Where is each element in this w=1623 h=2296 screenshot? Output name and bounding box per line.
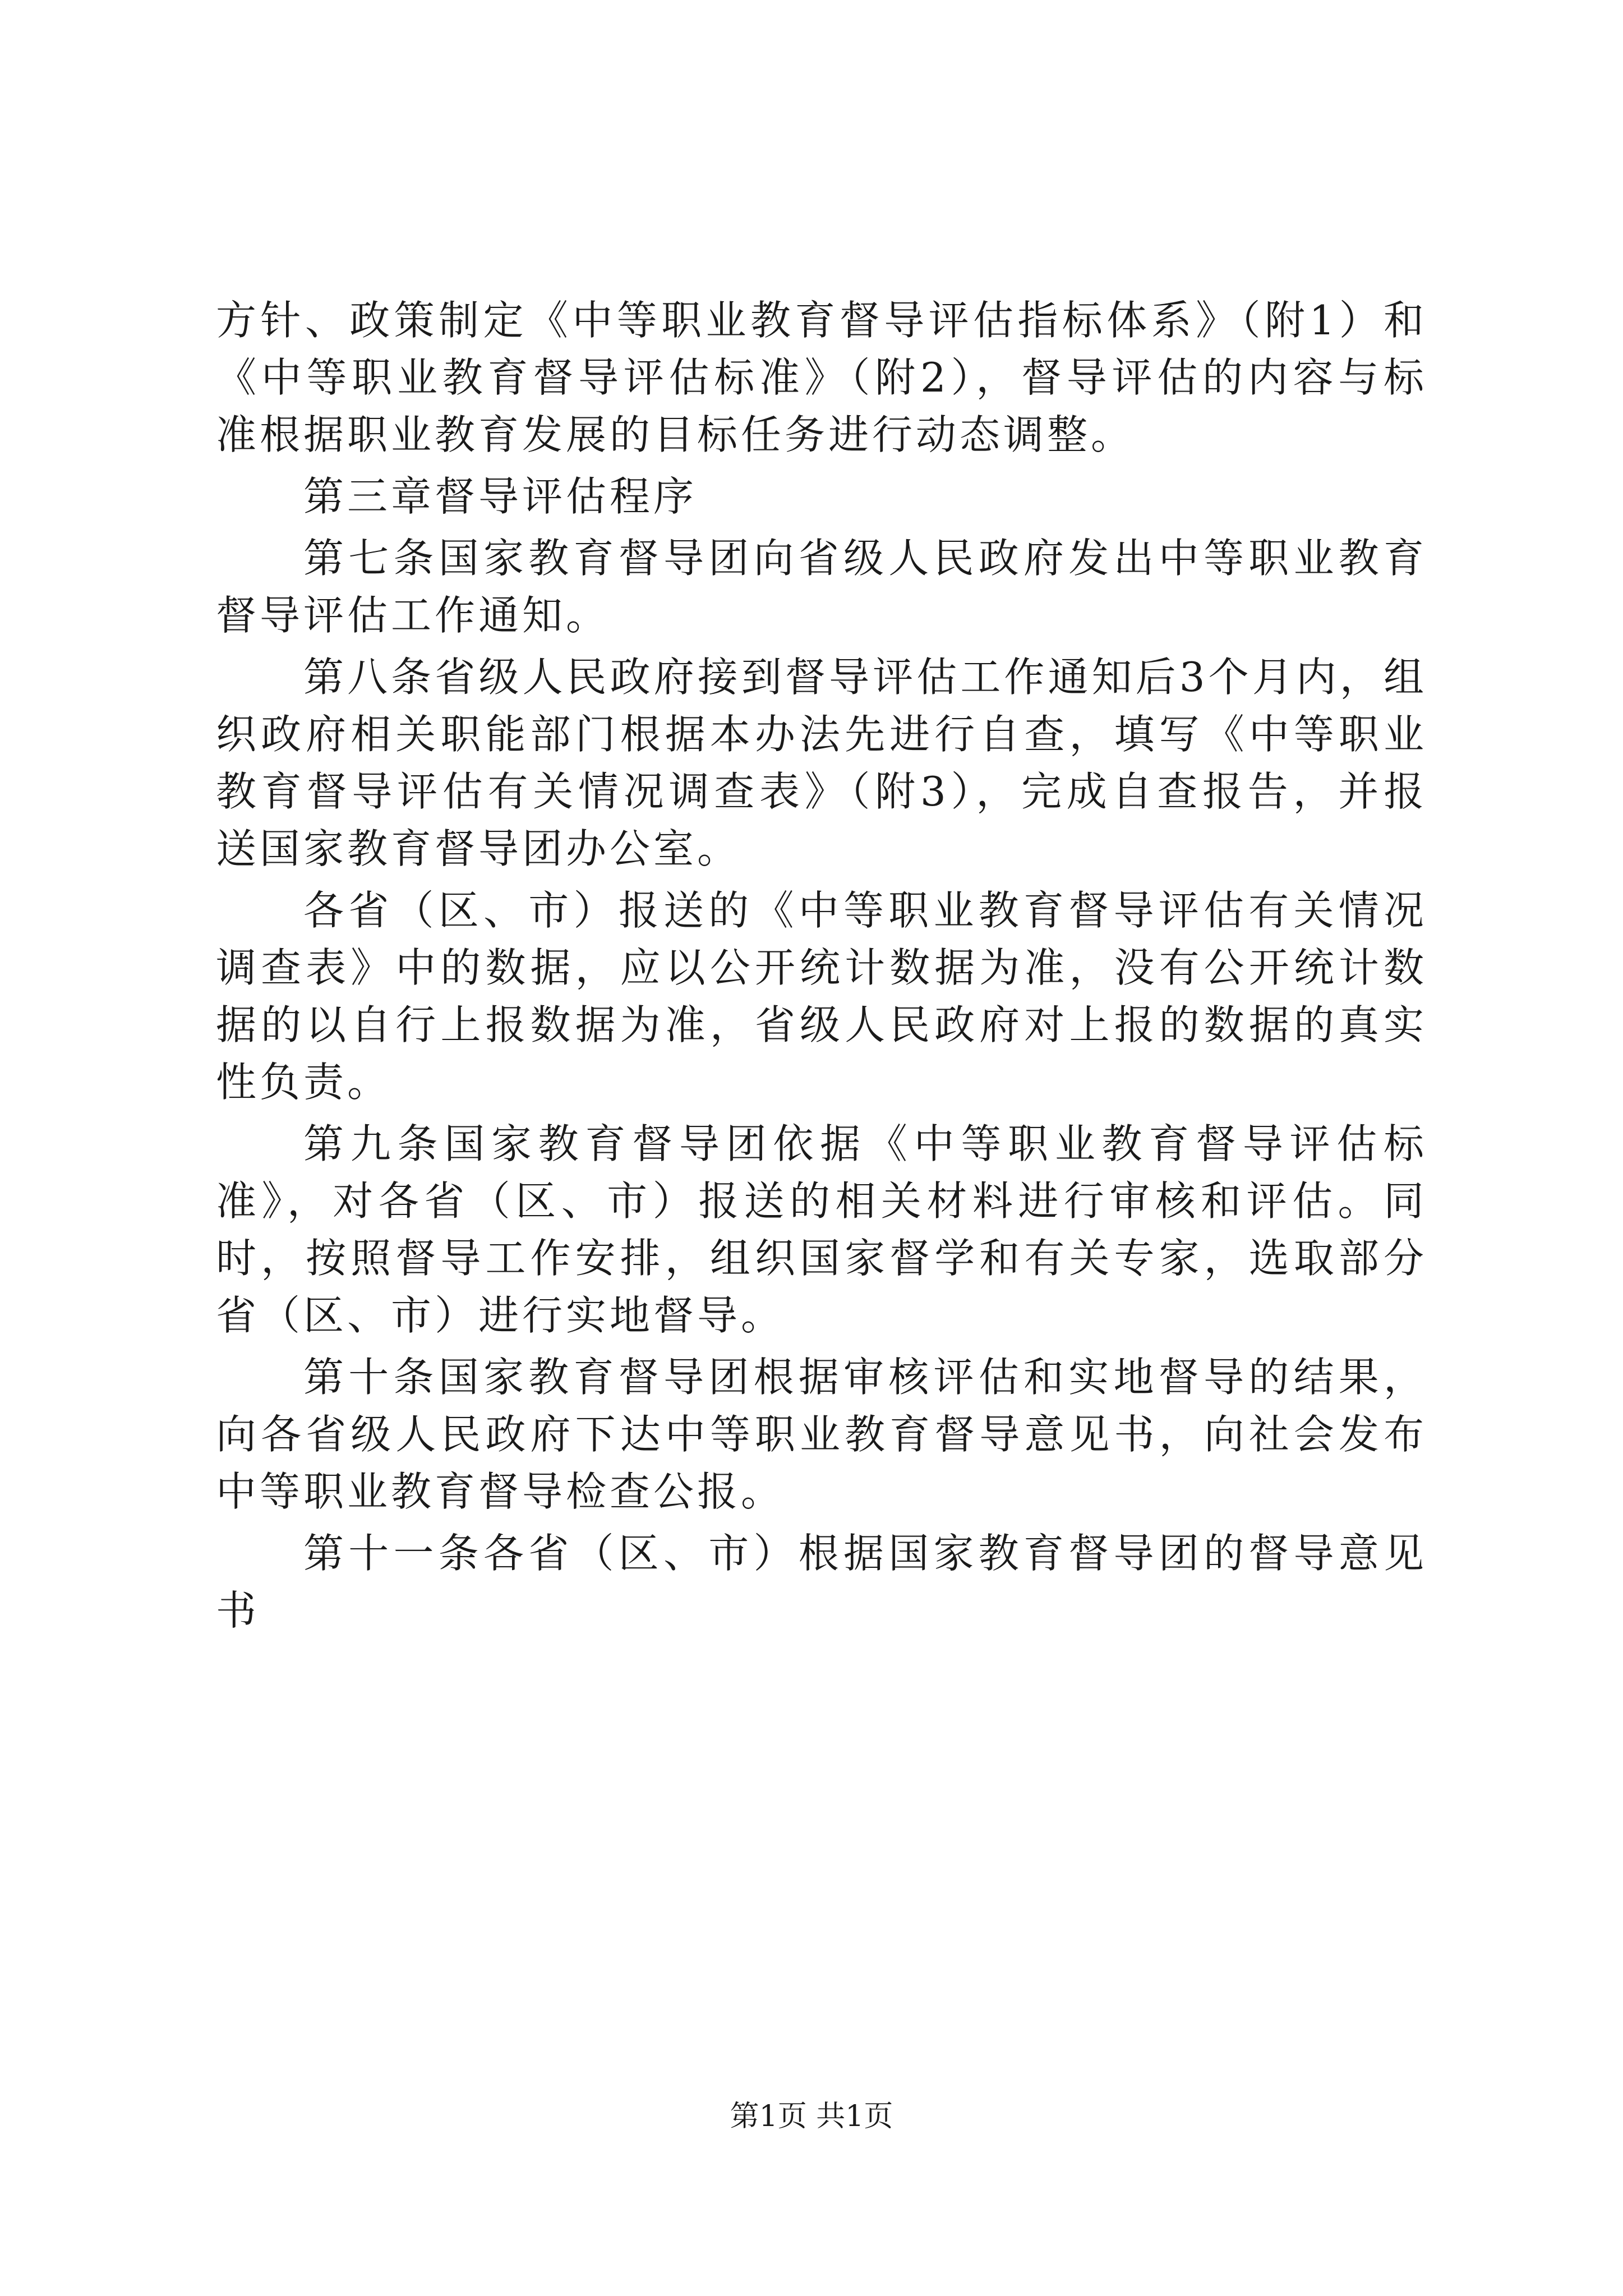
article-7: 第七条国家教育督导团向省级人民政府发出中等职业教育督导评估工作通知。 — [216, 535, 1427, 639]
article-9: 第九条国家教育督导团依据《中等职业教育督导评估标准》，对各省（区、市）报送的相关材料进行审核和评估。同时，按照督导工作安排，组织国家督学和有关专家，选取部分省（区、市）进行实地督导。 — [216, 1120, 1427, 1339]
article-10: 第十条国家教育督导团根据审核评估和实地督导的结果，向各省级人民政府下达中等职业教育督导意见书，向社会发布中等职业教育督导检查公报。 — [216, 1354, 1427, 1515]
page-footer — [0, 2092, 1623, 2134]
paragraph-data-note: 各省（区、市）报送的《中等职业教育督导评估有关情况调查表》中的数据，应以公开统计数据为准，没有公开统计数据的以自行上报数据为准，省级人民政府对上报的数据的真实性负责。 — [216, 887, 1427, 1106]
article-11: 第十一条各省（区、市）根据国家教育督导团的督导意见书 — [216, 1530, 1427, 1634]
paragraph-1: 方针、政策制定《中等职业教育督导评估指标体系》（附1）和《中等职业教育督导评估标准》（附2），督导评估的内容与标准根据职业教育发展的目标任务进行动态调整。 — [216, 297, 1427, 458]
page-number-label: 第1页 共1页 — [730, 2100, 893, 2133]
article-8: 第八条省级人民政府接到督导评估工作通知后3个月内，组织政府相关职能部门根据本办法先进行自查，填写《中等职业教育督导评估有关情况调查表》（附3），完成自查报告，并报送国家教育督导团办公室。 — [216, 654, 1427, 872]
document-body — [216, 292, 1427, 1644]
chapter-heading: 第三章督导评估程序 — [303, 473, 698, 520]
